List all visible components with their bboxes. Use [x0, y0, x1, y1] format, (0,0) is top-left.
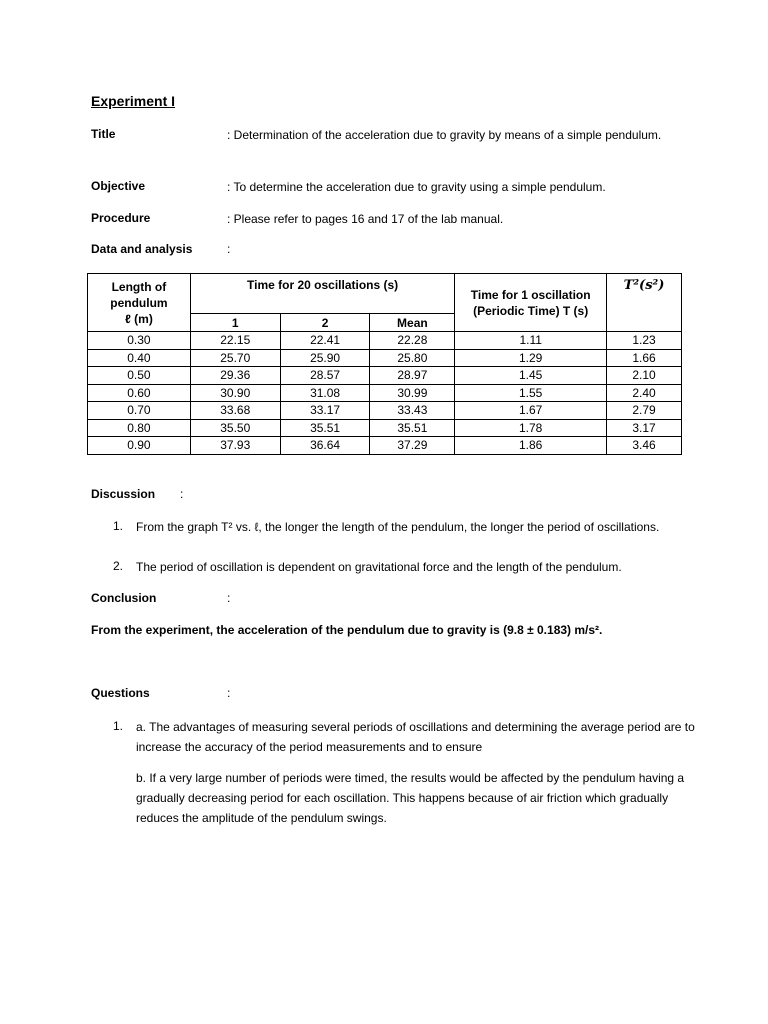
questions-colon: :: [227, 686, 231, 700]
procedure-value: : Please refer to pages 16 and 17 of the lab manual.: [227, 212, 504, 226]
discussion-item: From the graph T² vs. ℓ, the longer the length of the pendulum, the longer the period of oscillations.: [136, 520, 660, 534]
question-answer-a: a. The advantages of measuring several periods of oscillations and determining the average period are to increase the accuracy of the period measurements and to ensure: [136, 720, 695, 754]
subheader-trial-1: 1: [190, 314, 280, 332]
table-cell: 25.70: [190, 349, 280, 367]
discussion-number: 2.: [113, 559, 124, 573]
table-cell: 1.67: [455, 402, 607, 420]
objective-label: Objective: [91, 179, 146, 193]
table-cell: 33.43: [370, 402, 455, 420]
question-number: 1.: [113, 719, 124, 733]
table-row: [88, 384, 682, 402]
discussion-label: Discussion: [91, 487, 156, 501]
table-cell: 1.23: [607, 332, 682, 350]
header-time-20: Time for 20 oscillations (s): [190, 274, 454, 314]
table-cell: 22.41: [280, 332, 370, 350]
table-cell: 0.80: [88, 419, 191, 437]
table-cell: 1.66: [607, 349, 682, 367]
table-cell: 28.57: [280, 367, 370, 385]
subheader-trial-2: 2: [280, 314, 370, 332]
table-cell: 35.51: [370, 419, 455, 437]
table-cell: 0.40: [88, 349, 191, 367]
table-row: [88, 367, 682, 385]
table-cell: 25.90: [280, 349, 370, 367]
table-cell: 33.68: [190, 402, 280, 420]
questions-label: Questions: [91, 686, 150, 700]
discussion-number: 1.: [113, 519, 124, 533]
header-time-1: Time for 1 oscillation (Periodic Time) T (s): [455, 274, 607, 332]
pendulum-data-table: [87, 273, 682, 455]
table-cell: 2.10: [607, 367, 682, 385]
table-cell: 30.99: [370, 384, 455, 402]
data-analysis-label: Data and analysis: [91, 242, 193, 256]
title-value: : Determination of the acceleration due to gravity by means of a simple pendulum.: [227, 128, 662, 142]
table-cell: 2.79: [607, 402, 682, 420]
table-row: [88, 419, 682, 437]
header-t-squared: T²(s²): [607, 274, 682, 332]
table-cell: 37.93: [190, 437, 280, 455]
procedure-label: Procedure: [91, 211, 151, 225]
table-cell: 3.46: [607, 437, 682, 455]
table-cell: 22.15: [190, 332, 280, 350]
objective-value: : To determine the acceleration due to gravity using a simple pendulum.: [227, 180, 606, 194]
table-cell: 3.17: [607, 419, 682, 437]
table-cell: 29.36: [190, 367, 280, 385]
table-cell: 0.90: [88, 437, 191, 455]
table-row: [88, 437, 682, 455]
conclusion-label: Conclusion: [91, 591, 157, 605]
table-cell: 36.64: [280, 437, 370, 455]
table-cell: 1.78: [455, 419, 607, 437]
table-cell: 30.90: [190, 384, 280, 402]
table-cell: 35.50: [190, 419, 280, 437]
table-cell: 0.50: [88, 367, 191, 385]
table-cell: 1.55: [455, 384, 607, 402]
table-row: [88, 402, 682, 420]
discussion-colon: :: [180, 487, 184, 501]
table-cell: 0.70: [88, 402, 191, 420]
question-answer-b: b. If a very large number of periods were timed, the results would be affected by the pendulum having a gradually decreasing period for each oscillation. This happens because of air friction which gradually reduces the amplitude of the pendulum swings.: [136, 771, 685, 825]
table-cell: 37.29: [370, 437, 455, 455]
table-cell: 0.60: [88, 384, 191, 402]
table-cell: 1.11: [455, 332, 607, 350]
table-cell: 35.51: [280, 419, 370, 437]
header-length: Length of pendulum ℓ (m): [88, 274, 191, 332]
data-analysis-colon: :: [227, 242, 231, 256]
conclusion-text: From the experiment, the acceleration of the pendulum due to gravity is (9.8 ± 0.183) m/s².: [91, 623, 603, 637]
table-cell: 1.86: [455, 437, 607, 455]
discussion-item: The period of oscillation is dependent on gravitational force and the length of the pendulum.: [136, 560, 622, 574]
table-cell: 0.30: [88, 332, 191, 350]
table-cell: 1.29: [455, 349, 607, 367]
table-cell: 31.08: [280, 384, 370, 402]
table-cell: 2.40: [607, 384, 682, 402]
table-row: [88, 332, 682, 350]
conclusion-colon: :: [227, 591, 231, 605]
title-label: Title: [91, 127, 116, 141]
table-row: [88, 349, 682, 367]
page-title: Experiment I: [91, 93, 176, 109]
table-cell: 22.28: [370, 332, 455, 350]
table-cell: 25.80: [370, 349, 455, 367]
table-cell: 33.17: [280, 402, 370, 420]
subheader-mean: Mean: [370, 314, 455, 332]
table-cell: 1.45: [455, 367, 607, 385]
table-cell: 28.97: [370, 367, 455, 385]
